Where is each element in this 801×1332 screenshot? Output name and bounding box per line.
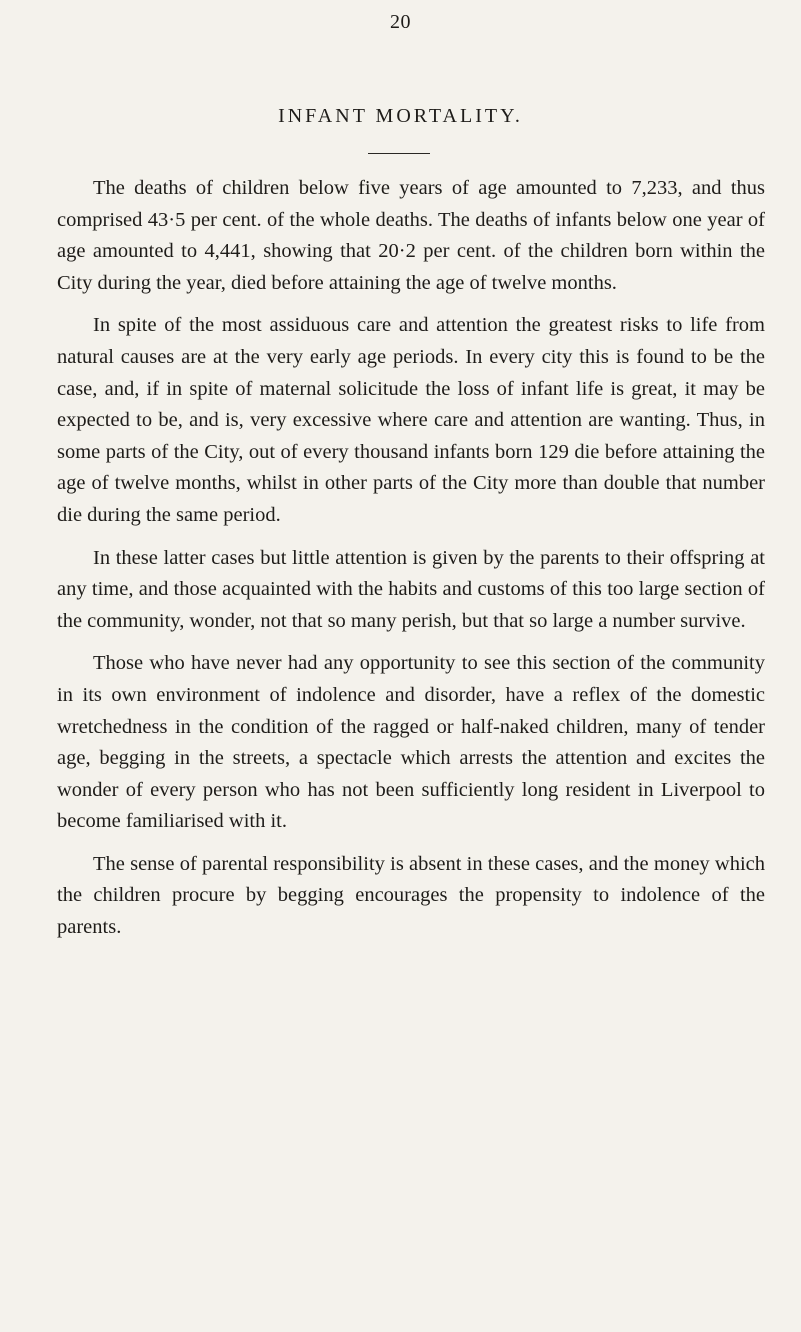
paragraph-death-statistics: The deaths of children below five years of age amounted to 7,233, and thus comprised 43·5 per cent. of the whole deaths. The deaths of infants below one year of age amounted to 4,441, showing that 20·2 per cent. of the children born within the City during the year, died before attaining the age of twelve months. [57,177,765,294]
paragraph-early-age-risks: In spite of the most assiduous care and attention the greatest risks to life from natural causes are at the very early age periods. In every city this is found to be the case, and, if in spite of maternal solicitude the loss of infant life is great, it may be expected to be, and is, very excessive where care and attention are wanting. Thus, in some parts of the City, out of every thousand infants born 129 die before attaining the age of twelve months, whilst in other parts of the City more than double that number die during the same period. [57,314,765,526]
title-divider [368,153,430,154]
paragraph-parental-responsibility: The sense of parental responsibility is absent in these cases, and the money which the children procure by begging encourages the propensity to indolence of the parents. [57,852,765,939]
page-title: INFANT MORTALITY. [278,105,523,127]
paragraph-street-children: Those who have never had any opportunity to see this section of the community in its own environment of indolence and disorder, have a reflex of the domestic wretchedness in the condition of the ragged or half-naked children, many of tender age, begging in the streets, a spectacle which arrests the attention and excites the wonder of every person who has not been sufficiently long resident in Liverpool to become familiarised with it. [57,652,765,833]
body-text [57,173,765,955]
paragraph-parental-neglect: In these latter cases but little attention is given by the parents to their offspring at any time, and those acquainted with the habits and customs of this too large section of the community, wonder, not that so many perish, but that so large a number survive. [57,546,765,632]
page-number: 20 [390,11,411,33]
